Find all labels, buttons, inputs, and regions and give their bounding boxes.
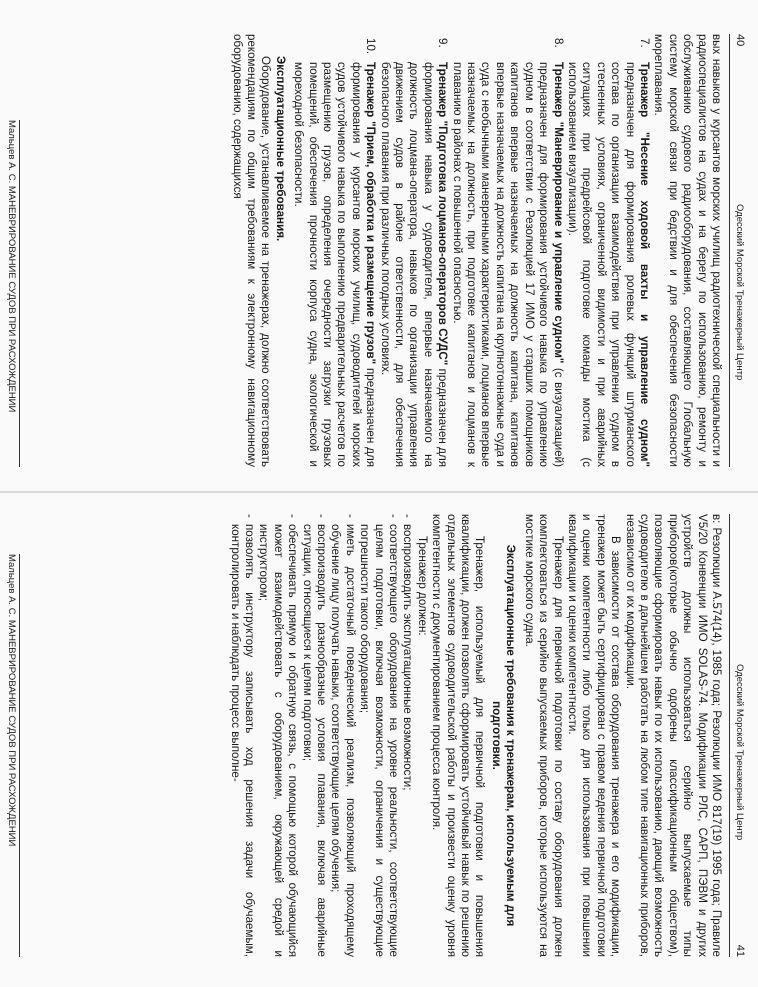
dash-marker: - xyxy=(286,514,300,518)
bullet-text: соответствующего оборудования на уровне реальности, соответствующие целям подготовки, включая возможности, ограничения и существующие погрешности такого оборудования; xyxy=(358,524,401,957)
item-number: 9. xyxy=(436,38,450,48)
paragraph: Тренажер, используемый для первичной подготовки и повышения квалификации, должен позволять сформировать устойчивый навык по решению отдельных элементов судоводительской работы и произвести оценку уровня компетентности с документированием процесса контроля. xyxy=(430,514,487,957)
item-number: 10. xyxy=(364,38,378,55)
right-page-header xyxy=(729,514,748,957)
bullet-text: воспроизводить эксплуатационные возможности; xyxy=(401,524,415,791)
item-title: Тренажер "Прием, обработка и размещение грузов" xyxy=(364,62,378,365)
bullet-item xyxy=(328,514,357,957)
item-title: Тренажер "Несение ходовой вахты и управление судном" xyxy=(637,62,651,467)
numbered-item xyxy=(449,34,564,467)
right-page-footer: Мальцев А. С. МАНЕВРИРОВАНИЕ СУДОВ ПРИ РАСХОЖДЕНИИ xyxy=(6,554,20,957)
item-number: 8. xyxy=(551,38,565,48)
numbered-item xyxy=(565,34,651,467)
item-text: предназначен для формирования ролевых функций штурманского состава по организации взаимодействия при управлении судном в стесненных условиях, ограниченной видимости и при аварийных ситуациях при предрейсовой подготовке команды мостика (с использованием визуализации). xyxy=(565,62,637,467)
section-heading: Эксплуатационные требования. xyxy=(273,56,287,242)
bullet-text: обеспечивать прямую и обратную связь, с помощью которой обучающийся может взаимодействовать с оборудованием, окружающей средой и инструктором; xyxy=(257,524,300,957)
paragraph: Тренажер должен: xyxy=(415,536,429,636)
dash-marker: - xyxy=(243,514,256,518)
right-running-header: Одесский Морской Тренажерный Центр xyxy=(734,664,745,841)
item-title: Тренажер "Маневрирование и управление судном" xyxy=(551,62,565,364)
item-number: 7. xyxy=(637,38,651,48)
numbered-item xyxy=(377,34,449,467)
numbered-item xyxy=(291,34,377,467)
dash-marker: - xyxy=(387,514,401,518)
section-heading: Эксплуатационные требования к тренажерам, используемым для подготовки. xyxy=(489,544,518,927)
bullet-item xyxy=(299,514,328,957)
right-page-body xyxy=(227,514,723,957)
item-text: предназначен для формирования навыка у судоводителя, впервые назначаемого на должность лоцмана-оператора, навыков по организации управления движением судов в районе ответственности, для обеспечения безопасного плавания при различных погодных условиях. xyxy=(378,62,450,467)
paragraph: в: Резолюции А.574(14), 1985 года; Резолюции ИМО 817(19) 1995 года; Правиле V5/20 Конвенции ИМО SOLAS-74. Модификации РЛС, САРП, ПЭВМ и других устройств должны использоваться серийно выпускаемые типы приборов(которые обычно одобрены классификационным обществом), позволяющие сформировать навык по их использованию, дающий возможность судоводителю в дальнейшем работать на любом типе навигационных приборов, независимо от их модификации. xyxy=(623,514,723,957)
bullet-item xyxy=(400,514,414,957)
left-running-header: Одесский Морской Тренажерный Центр xyxy=(734,204,745,381)
dash-marker: - xyxy=(315,514,329,518)
dash-marker: - xyxy=(343,514,357,518)
left-page xyxy=(0,0,758,493)
left-page-footer: Мальцев А. С. МАНЕВРИРОВАНИЕ СУДОВ ПРИ РАСХОЖДЕНИИ xyxy=(6,120,20,467)
paragraph: Оборудование, устанавливаемое на тренажерах, должно соответствовать рекомендациям по общим требованиям к электронному навигационному оборудованию, содержащихся xyxy=(230,34,273,467)
left-page-header xyxy=(729,34,748,467)
right-page xyxy=(0,494,758,987)
item-text: (с визуализацией) предназначен для формирования устойчивого навыка по управлению судном в соответствии с Резолюцией 17 ИМО у старших помощников капитанов впервые назначаемых на должность капитана, капитанов впервые назначаемых на должность капитана на крупнотоннажные суда и суда с необычными маневренными характеристиками, лоцманов впервые назначаемых на должность, при подготовке капитанов и лоцманов к плаванию в районах с повышенной опасностью. xyxy=(450,62,565,467)
bullet-item xyxy=(256,514,299,957)
bullet-text: воспроизводить разнообразные условия плавания, включая аварийные ситуации, относящиеся к целям подготовки; xyxy=(300,524,329,957)
item-text: предназначен для формирования у курсантов морских училищ, судоводителей морских судов устойчивого навыка по выполнению предварительных расчетов по размещению грузов, определения очередности загрузки грузовых помещений, обеспечения прочности корпуса судна, экологической и мореходной безопасности. xyxy=(292,62,378,467)
bullet-text: иметь достаточный поведенческий реализм, позволяющий проходящему обучение лицу получать навыки, соответствующие целям обучения; xyxy=(329,524,357,957)
bullet-item xyxy=(227,514,256,957)
bullet-item xyxy=(357,514,400,957)
paragraph: В зависимости от состава оборудования тренажера и его модификации, тренажер может быть сертифицирован с правом ведения первичной подготовки и оценки компетентности либо только для использования при повышении квалификации и оценки компетентности. xyxy=(565,514,623,957)
left-page-number: 40 xyxy=(734,34,746,47)
bullet-text: позволять инструктору записывать ход решения задачи обучаемым, контролировать и наблюдать процесс выполне- xyxy=(228,524,256,957)
left-page-body xyxy=(229,34,723,467)
book-gutter xyxy=(0,491,758,493)
item-title: Тренажер "Подготовка лоцманов-операторов СУДС" xyxy=(436,62,450,366)
right-page-number: 41 xyxy=(734,944,746,957)
dash-marker: - xyxy=(401,514,415,518)
paragraph: вых навыков у курсантов морских училищ радиотехнической специальности и радиоспециалистов на судах и на берегу по использованию, ремонту и обслуживанию судового радиооборудования, составляющего Глобальную систему морской связи при бедствии и для обеспечения безопасности мореплавания. xyxy=(652,34,723,467)
paragraph: Тренажер для первичной подготовки по составу оборудования должен комплектоваться из серийно выпускаемых приборов, которые используются на мостике морского судна. xyxy=(522,514,565,957)
